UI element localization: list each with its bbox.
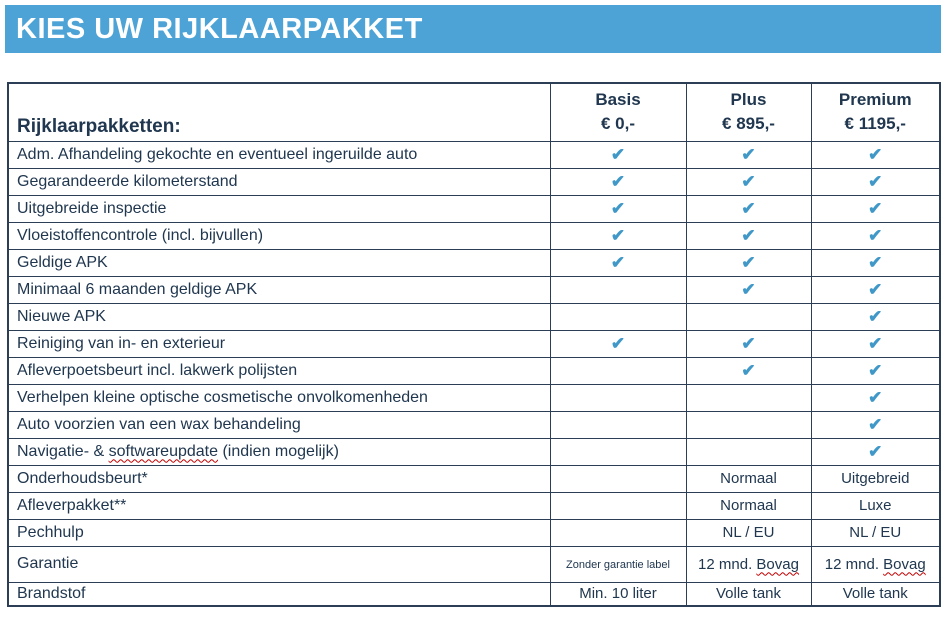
check-icon: ✔ (610, 144, 626, 164)
check-icon: ✔ (741, 171, 756, 191)
table-row (8, 357, 940, 384)
cell-text: Min. 10 liter (579, 585, 657, 603)
check-cell (811, 330, 940, 357)
check-cell (686, 222, 811, 249)
empty-cell (550, 465, 686, 492)
feature-label: Uitgebreide inspectie (8, 195, 550, 222)
empty-cell (686, 438, 811, 465)
check-icon: ✔ (741, 279, 756, 299)
check-cell (811, 357, 940, 384)
check-cell (550, 249, 686, 276)
check-cell (811, 438, 940, 465)
empty-cell (550, 411, 686, 438)
check-cell (811, 303, 940, 330)
table-row (8, 168, 940, 195)
cell-text: NL / EU (849, 524, 902, 541)
text-value-cell (686, 546, 811, 582)
text-value-cell (811, 519, 940, 546)
table-row (8, 546, 940, 582)
empty-cell (686, 303, 811, 330)
check-icon: ✔ (868, 387, 883, 407)
empty-cell (550, 276, 686, 303)
feature-label: Reiniging van in- en exterieur (8, 330, 550, 357)
check-cell (811, 141, 940, 168)
check-cell (811, 222, 940, 249)
check-cell (811, 195, 940, 222)
table-row (8, 465, 940, 492)
corner-label: Rijklaarpakketten: (8, 83, 550, 141)
table-row (8, 519, 940, 546)
table-row (8, 582, 940, 606)
check-icon: ✔ (868, 279, 883, 299)
package-name: Basis (595, 89, 641, 109)
text-value-cell (811, 492, 940, 519)
check-cell (811, 384, 940, 411)
table-row (8, 492, 940, 519)
check-cell (686, 276, 811, 303)
empty-cell (550, 438, 686, 465)
package-price: € 895,- (722, 114, 775, 134)
misspelled-word: softwareupdate (108, 442, 218, 460)
feature-label: Brandstof (8, 582, 550, 606)
check-cell (550, 168, 686, 195)
column-header-basis (550, 83, 686, 141)
cell-text: 12 mnd. Bovag (824, 555, 926, 573)
feature-label: Vloeistoffencontrole (incl. bijvullen) (8, 222, 550, 249)
empty-cell (550, 384, 686, 411)
text-value-cell (686, 519, 811, 546)
empty-cell (686, 384, 811, 411)
check-icon: ✔ (741, 333, 756, 353)
check-cell (686, 195, 811, 222)
check-cell (686, 357, 811, 384)
column-header-premium (811, 83, 940, 141)
check-icon: ✔ (868, 414, 883, 434)
check-cell (811, 276, 940, 303)
empty-cell (550, 492, 686, 519)
table-row (8, 384, 940, 411)
check-cell (811, 249, 940, 276)
check-icon: ✔ (610, 171, 626, 191)
cell-text: Luxe (858, 497, 892, 514)
check-icon: ✔ (610, 225, 626, 245)
table-header-row (8, 83, 940, 141)
cell-text: Zonder garantie label (566, 559, 670, 572)
check-icon: ✔ (868, 306, 883, 326)
text-value-cell (686, 492, 811, 519)
table-row (8, 438, 940, 465)
feature-label: Afleverpakket** (8, 492, 550, 519)
check-icon: ✔ (741, 144, 756, 164)
feature-label: Nieuwe APK (8, 303, 550, 330)
check-cell (686, 141, 811, 168)
check-icon: ✔ (868, 333, 883, 353)
table-row (8, 411, 940, 438)
check-cell (811, 411, 940, 438)
text-value-cell (811, 465, 940, 492)
check-icon: ✔ (741, 225, 756, 245)
feature-label: Navigatie- & softwareupdate (indien mogelijk) (8, 438, 550, 465)
package-name: Premium (838, 89, 912, 109)
table-row (8, 222, 940, 249)
empty-cell (550, 357, 686, 384)
check-cell (811, 168, 940, 195)
table-row (8, 276, 940, 303)
check-icon: ✔ (868, 252, 883, 272)
text-value-cell (550, 582, 686, 606)
check-cell (686, 330, 811, 357)
cell-text: Normaal (720, 470, 777, 487)
feature-label: Gegarandeerde kilometerstand (8, 168, 550, 195)
table-row (8, 195, 940, 222)
table-row (8, 141, 940, 168)
check-icon: ✔ (868, 144, 883, 164)
text-value-cell (550, 546, 686, 582)
check-icon: ✔ (868, 360, 883, 380)
empty-cell (686, 411, 811, 438)
cell-text: 12 mnd. Bovag (698, 555, 799, 573)
title-bar (5, 5, 941, 53)
cell-text: Volle tank (715, 585, 782, 603)
package-comparison-table (7, 82, 941, 607)
package-price: € 1195,- (844, 114, 906, 134)
feature-label: Adm. Afhandeling gekochte en eventueel ingeruilde auto (8, 141, 550, 168)
misspelled-word: Bovag (883, 555, 926, 573)
misspelled-word: Bovag (756, 555, 799, 573)
table-row (8, 330, 940, 357)
empty-cell (550, 519, 686, 546)
check-icon: ✔ (868, 198, 883, 218)
empty-cell (550, 303, 686, 330)
text-value-cell (811, 546, 940, 582)
check-icon: ✔ (868, 171, 883, 191)
check-icon: ✔ (741, 252, 756, 272)
check-cell (686, 168, 811, 195)
check-icon: ✔ (741, 360, 756, 380)
text-value-cell (686, 582, 811, 606)
check-cell (550, 195, 686, 222)
feature-label: Onderhoudsbeurt* (8, 465, 550, 492)
feature-label: Geldige APK (8, 249, 550, 276)
feature-label: Minimaal 6 maanden geldige APK (8, 276, 550, 303)
feature-label: Auto voorzien van een wax behandeling (8, 411, 550, 438)
feature-label: Afleverpoetsbeurt incl. lakwerk polijsten (8, 357, 550, 384)
check-icon: ✔ (868, 225, 883, 245)
check-cell (550, 222, 686, 249)
cell-text: Volle tank (842, 585, 908, 603)
table-body (8, 141, 940, 606)
check-icon: ✔ (610, 252, 626, 272)
feature-label: Garantie (8, 546, 550, 582)
text-value-cell (686, 465, 811, 492)
table-row (8, 249, 940, 276)
check-cell (550, 141, 686, 168)
check-cell (686, 249, 811, 276)
package-price: € 0,- (600, 114, 636, 134)
check-icon: ✔ (868, 441, 883, 461)
feature-label: Verhelpen kleine optische cosmetische onvolkomenheden (8, 384, 550, 411)
column-header-plus (686, 83, 811, 141)
text-value-cell (811, 582, 940, 606)
cell-text: NL / EU (722, 524, 775, 541)
check-icon: ✔ (741, 198, 756, 218)
cell-text: Normaal (720, 497, 777, 514)
page-title: KIES UW RIJKLAARPAKKET (16, 12, 423, 45)
cell-text: Uitgebreid (841, 470, 910, 487)
package-name: Plus (730, 89, 767, 109)
check-cell (550, 330, 686, 357)
feature-label: Pechhulp (8, 519, 550, 546)
check-icon: ✔ (610, 198, 626, 218)
check-icon: ✔ (610, 333, 626, 353)
table-row (8, 303, 940, 330)
